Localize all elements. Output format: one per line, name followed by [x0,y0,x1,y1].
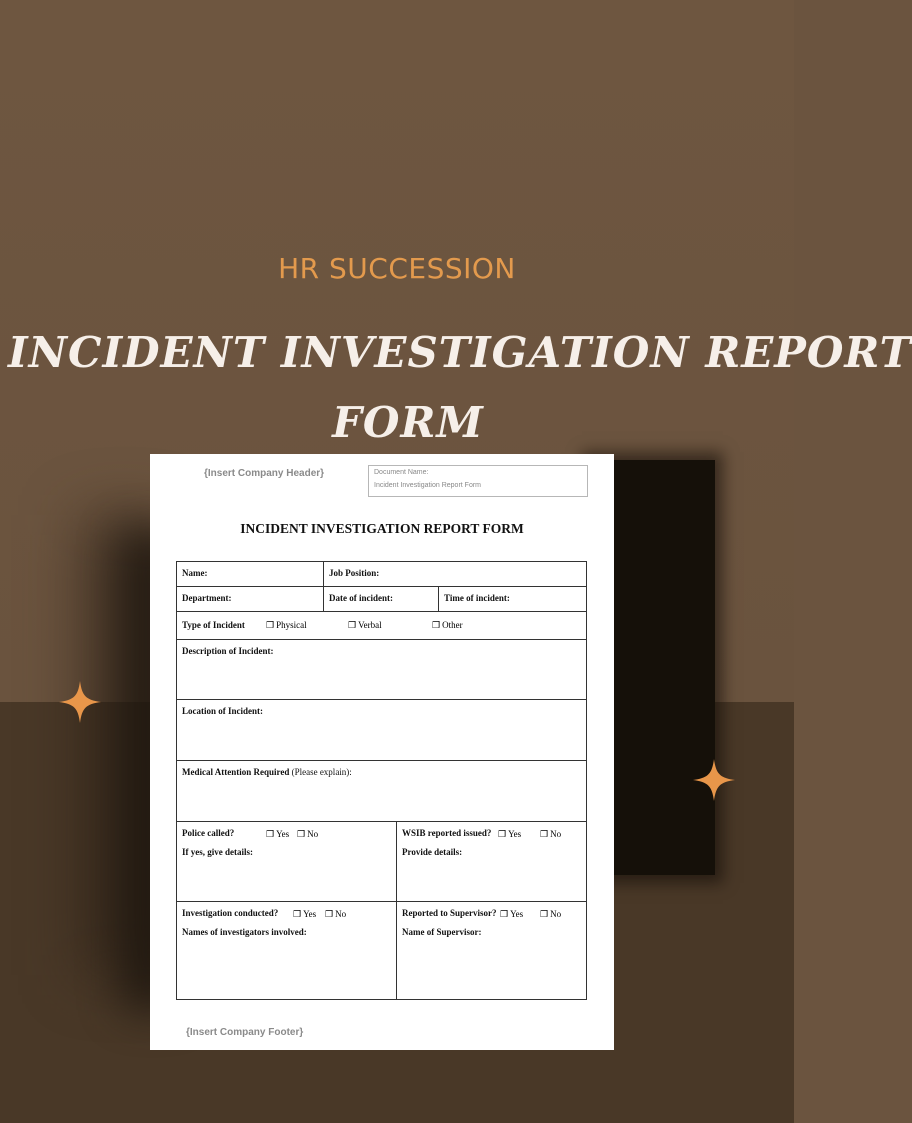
time-of-incident-label: Time of incident: [444,593,510,603]
department-field[interactable] [177,587,323,611]
type-option-physical[interactable] [266,620,307,631]
form-row-medical [177,761,586,822]
sparkle-icon [692,758,736,802]
name-label: Name: [182,568,208,578]
wsib-reported-label: WSIB reported issued? [402,828,492,838]
date-of-incident-field[interactable] [323,587,438,611]
cover-title-line1: INCIDENT INVESTIGATION REPORT [8,328,912,377]
form-row-name [177,562,586,587]
checkbox-icon: ❒ [297,829,306,839]
checkbox-icon: ❒ [540,909,549,919]
police-called-label: Police called? [182,828,235,838]
document-name-label: Document Name: [374,469,429,476]
type-option-other[interactable] [432,620,463,631]
physical-label: Physical [276,620,307,630]
description-field[interactable] [177,640,586,699]
form-row-investigation [177,902,586,999]
name-field[interactable] [177,562,323,586]
cover-title [8,318,912,458]
investigation-conducted-label: Investigation conducted? [182,908,279,918]
wsib-no-option[interactable] [540,829,561,840]
description-label: Description of Incident: [182,646,274,656]
investigators-names-label: Names of investigators involved: [182,927,307,937]
checkbox-icon: ❒ [266,829,275,839]
document-name-box [368,465,588,497]
reported-to-supervisor-label: Reported to Supervisor? [402,908,497,918]
job-position-field[interactable] [323,562,586,586]
checkbox-icon: ❒ [348,620,357,630]
other-label: Other [442,620,463,630]
checkbox-icon: ❒ [500,909,509,919]
yes-label: Yes [510,909,524,919]
form-row-department [177,587,586,612]
type-option-verbal[interactable] [348,620,382,631]
form-row-type [177,612,586,640]
police-no-option[interactable] [297,829,318,840]
company-footer-placeholder: {Insert Company Footer} [186,1027,304,1038]
checkbox-icon: ❒ [266,620,275,630]
medical-field[interactable] [177,761,586,821]
verbal-label: Verbal [358,620,382,630]
brand-title: HR SUCCESSION [278,252,516,285]
yes-label: Yes [508,829,522,839]
sparkle-icon [58,680,102,724]
checkbox-icon: ❒ [293,909,302,919]
form-title: INCIDENT INVESTIGATION REPORT FORM [240,521,524,536]
no-label: No [335,909,347,919]
checkbox-icon: ❒ [432,620,441,630]
checkbox-icon: ❒ [325,909,334,919]
investigation-cell [177,902,396,999]
form-row-location [177,700,586,761]
department-label: Department: [182,593,232,603]
medical-label: Medical Attention Required [182,767,290,777]
police-yes-option[interactable] [266,829,289,840]
form-row-police [177,822,586,902]
location-label: Location of Incident: [182,706,263,716]
form-row-description [177,640,586,700]
incident-form-table [176,561,587,1000]
location-field[interactable] [177,700,586,760]
supervisor-no-option[interactable] [540,909,561,920]
cover-title-line2: FORM [332,398,484,447]
date-of-incident-label: Date of incident: [329,593,393,603]
checkbox-icon: ❒ [540,829,549,839]
investigation-yes-option[interactable] [293,909,316,920]
wsib-details-label: Provide details: [402,847,463,857]
medical-note: (Please explain): [291,767,352,777]
no-label: No [550,829,562,839]
time-of-incident-field[interactable] [438,587,586,611]
supervisor-name-label: Name of Supervisor: [402,927,482,937]
job-position-label: Job Position: [329,568,380,578]
investigation-no-option[interactable] [325,909,346,920]
no-label: No [550,909,562,919]
form-document [150,454,614,1050]
yes-label: Yes [276,829,290,839]
police-details-label: If yes, give details: [182,847,253,857]
type-of-incident-label: Type of Incident [182,620,245,630]
company-header-placeholder: {Insert Company Header} [204,468,325,479]
supervisor-yes-option[interactable] [500,909,523,920]
document-name-value: Incident Investigation Report Form [374,482,481,489]
checkbox-icon: ❒ [498,829,507,839]
yes-label: Yes [303,909,317,919]
no-label: No [307,829,319,839]
wsib-yes-option[interactable] [498,829,521,840]
